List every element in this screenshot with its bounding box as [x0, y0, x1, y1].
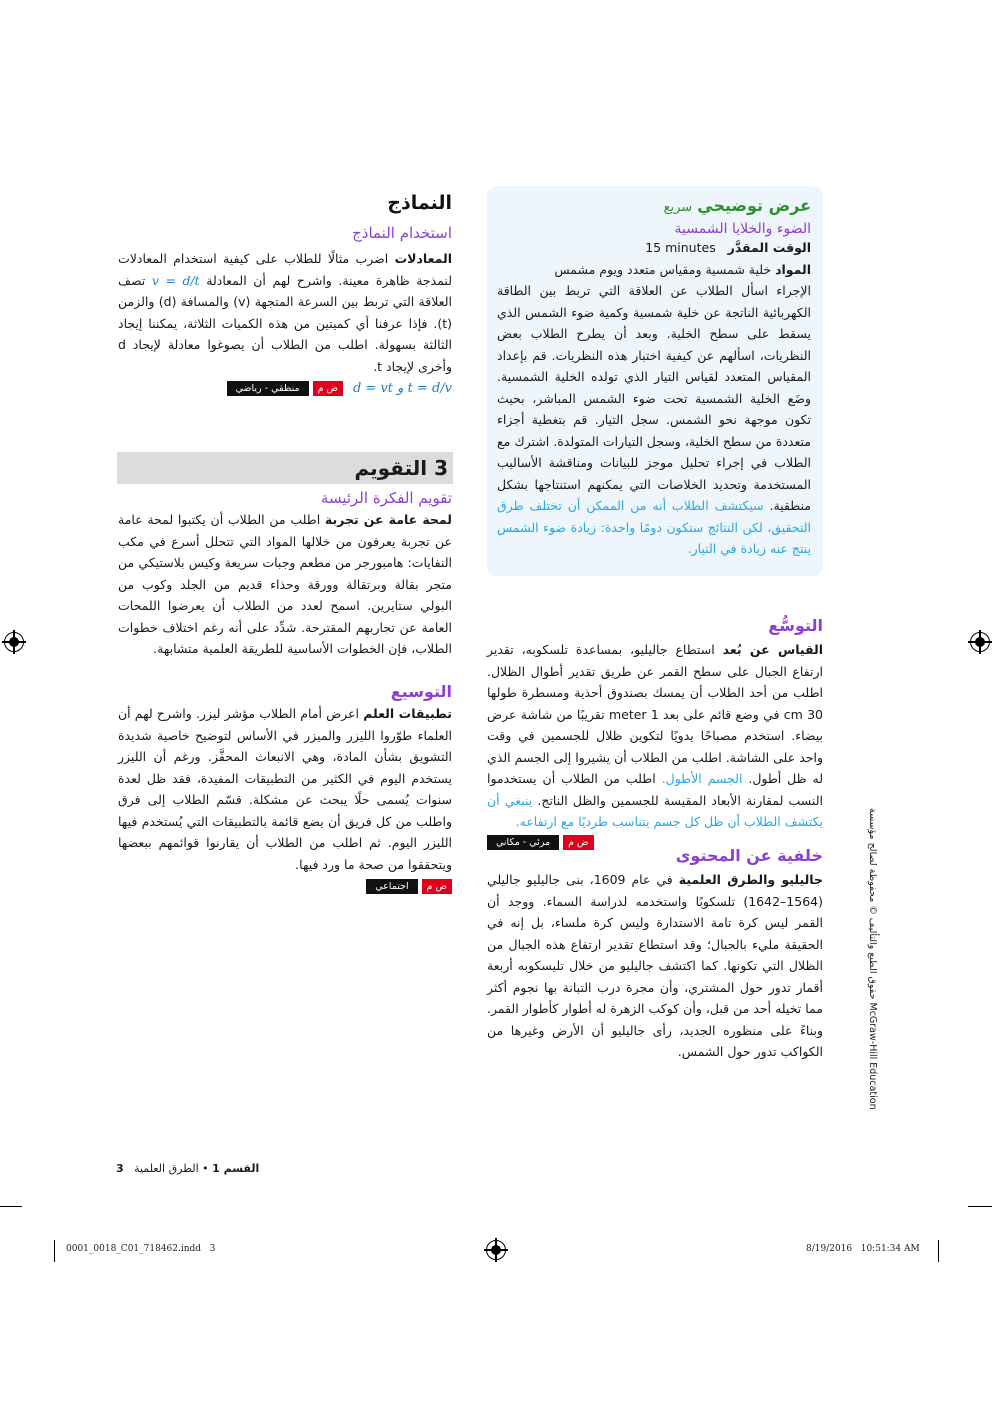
demo-time	[497, 237, 811, 259]
left-extension-paragraph	[118, 703, 452, 875]
tag-red: ض م	[313, 381, 343, 396]
tag-red: ض م	[422, 879, 452, 894]
right-extension-text-2: اطلب من الطلاب أن يستخدموا النسب لمقارنة الأبعاد المقيسة للجسمين والظل الناتج.	[487, 771, 823, 808]
right-extension-heading: التوسُّع	[768, 616, 823, 635]
assessment-lead: لمحة عامة عن تجربة	[324, 512, 452, 527]
demo-conclusion: سيكتشف الطلاب أنه من الممكن أن تختلف طرق التحقيق، لكن النتائج ستكون دومًا واحدة: زيادة ضوء الشمس ينتج عنه زيادة في التيار.	[497, 498, 811, 556]
tag-black: اجتماعي	[366, 879, 417, 894]
right-extension-section	[487, 616, 823, 850]
demo-materials-text: خلية شمسية ومقياس متعدد ويوم مشمس	[554, 261, 772, 277]
copyright-vertical: McGraw-Hill Education حقوق الطبع والتأليف © محفوظة لصالح مؤسسة	[867, 808, 878, 1110]
tag-red: ض م	[563, 835, 593, 850]
registration-mark-icon	[4, 632, 24, 652]
page-footer	[116, 1162, 261, 1175]
crop-mark	[938, 1240, 939, 1262]
demo-time-label: الوقت المقدَّر	[727, 240, 811, 255]
right-extension-answer-1: الجسم الأطول.	[661, 771, 743, 786]
right-extension-paragraph	[487, 639, 823, 833]
right-extension-lead: القياس عن بُعد	[722, 642, 823, 657]
page-number: 3	[116, 1162, 124, 1175]
assessment-subheading: تقويم الفكرة الرئيسة	[320, 489, 452, 507]
footer-section-label: القسم 1	[212, 1162, 260, 1175]
background-text: في عام 1609، بنى جاليليو جاليلي (1564–1642) تلسكوبًا واستخدمه لدراسة السماء. ووجد أن القمر ليس كرة تامة الاستدارة وليس كرة ملساء، بل إنه في الحقيقة مليء بالجبال؛ وقد استطاع تقدير ارتفاع هذه الجبال من الظلال التي تكونها. كما اكتشف جاليليو من خلال تليسكوبه أربعة أقمار تدور حول المشتري، وأن مجرة درب التبانة بها نجوم أكثر مما تخيله أحد من قبل، وأن كوكب الزهرة له أطوار كأطوار القمر. وبناءً على منظوره الجديد، رأى جاليليو أن الأرض وغيرها من الكواكب تدور حول الشمس.	[487, 872, 823, 1059]
background-section	[487, 846, 823, 1063]
quick-demo-subtitle: الضوء والخلايا الشمسية	[674, 221, 811, 237]
slug-left: 0001_0018_C01_718462.indd 3	[66, 1244, 216, 1254]
models-lead: المعادلات	[394, 251, 452, 266]
left-extension-heading: التوسيع	[390, 682, 452, 701]
footer-section-title: الطرق العلمية	[134, 1162, 199, 1175]
left-extension-tags	[118, 879, 452, 894]
equation-pair: d = vt و t = d/v	[352, 381, 452, 396]
models-heading: النماذج	[387, 192, 452, 214]
demo-procedure-label: الإجراء	[776, 283, 811, 298]
crop-mark	[54, 1240, 55, 1262]
assessment-number: 3	[434, 456, 448, 480]
demo-procedure-text: اسأل الطلاب عن العلاقة التي تربط بين الطاقة الكهربائية الناتجة عن خلية شمسية وكمية ضوء الشمس الذي يسقط على سطح الخلية. وبعد أن يطرح الطلاب بعض النظريات، اسألهم عن كيفية اختبار هذه النظريات. قم بإعداد المقياس المتعدد لقياس التيار الذي تولده الخلية الشمسية. وضَع الخلية الشمسية تحت ضوء الشمس المباشر، بحيث تكون موجهة نحو الشمس. سجل التيار. قم بتغطية أجزاء متعددة من سطح الخلية، وسجل التيارات المتولدة. اشترك مع الطلاب في إجراء تحليل موجز للبيانات ومناقشة الأساليب المستخدمة وتحديد الخلاصات التي يمكنهم استنتاجها بشكل منطقية.	[497, 283, 811, 513]
left-extension-lead: تطبيقات العلم	[363, 706, 453, 721]
assessment-banner-title	[300, 454, 448, 482]
left-extension-text: اعرض أمام الطلاب مؤشر ليزر. واشرح لهم أن العلماء طوّروا الليزر والميزر في الأساس لتوضيح خاصية شديدة التشويق بشأن المادة، وهي الانبعاث المحفَّز. ورغم أن الليزر يستخدم اليوم في الكثير من التطبيقات المفيدة، فقد ظل لعدة سنوات يُسمى حلًا يبحث عن مشكلة. قسّم الطلاب إلى فرق واطلب من كل فريق أن يضع قائمة بالتطبيقات التي يُستخدم فيها الليزر اليوم. ثم اطلب من الطلاب أن يقارنوا قوائمهم ببعضها ويتحققوا من صحة ما ورد فيها.	[118, 706, 452, 872]
quick-demo-content	[497, 196, 811, 560]
right-extension-answer-2: ينبغي أن يكتشف الطلاب أن ظل كل جسم يتناسب طرديًا مع ارتفاعه.	[487, 792, 823, 829]
background-paragraph	[487, 869, 823, 1063]
demo-materials-label: المواد	[775, 261, 811, 277]
demo-procedure	[497, 280, 811, 560]
background-lead: جاليليو والطرق العلمية	[678, 872, 823, 887]
slug-right: 8/19/2016 10:51:34 AM	[806, 1244, 920, 1254]
models-tags	[118, 381, 452, 396]
crop-mark	[968, 1206, 992, 1207]
demo-time-value: 15 minutes	[645, 240, 716, 255]
background-heading: خلفية عن المحتوى	[675, 846, 823, 865]
assessment-paragraph	[118, 509, 452, 660]
quick-demo-title-main: عرض توضيحي	[697, 196, 811, 215]
crop-mark	[0, 1206, 22, 1207]
quick-demo-title	[497, 196, 811, 215]
footer-bullet: •	[202, 1162, 209, 1175]
left-extension-section	[118, 682, 452, 894]
models-paragraph	[118, 248, 452, 377]
right-extension-text: استطاع جاليليو، بمساعدة تلسكوبه، تقدير ارتفاع الجبال على سطح القمر عن طريق تقدير أطوال الظلال. اطلب من أحد الطلاب أن يمسك بصندوق أحذية ومسطرة طولها 30 cm في وضع قائم على بعد 1 meter تقريبًا من شاشة عرض بيضاء. استخدم مصباحًا يدويًا لتكوين ظلال للجسمين في وقت واحد على الشاشة. اطلب من الطلاب أن يشيروا إلى الجسم الذي له ظل أطول.	[487, 642, 824, 786]
models-section	[118, 192, 452, 396]
demo-materials	[497, 259, 811, 281]
registration-mark-icon	[486, 1240, 506, 1260]
tag-black: مرئي - مكاني	[487, 835, 559, 850]
assessment-text: اطلب من الطلاب أن يكتبوا لمحة عامة عن تجربة يعرفون من خلالها المواد التي تتحلل أسرع في مكب النفايات: هامبورجر من مطعم وجبات سريعة وكيس بلاستيكي من متجر بقالة وبرتقالة وورقة وحذاء قديم من الجلد وكوب من البولي ستايرين. اسمح لعدد من الطلاب أن يعرضوا اللمحات العامة عن تجاربهم المقترحة. شدِّد على أنه رغم اختلاف خطوات الطلاب، فإن الخطوات الأساسية للطريقة العلمية متشابهة.	[118, 512, 452, 656]
registration-mark-icon	[970, 632, 990, 652]
velocity-equation: v = d/t	[151, 272, 200, 288]
models-subheading: استخدام النماذج	[352, 224, 452, 242]
assessment-title: التقويم	[354, 456, 428, 480]
quick-demo-title-suffix: سريع	[663, 200, 693, 215]
assessment-section	[118, 489, 452, 660]
models-text-2: تصف العلاقة التي تربط بين السرعة المتجهة (v) والمسافة (d) والزمن (t). فإذا عرفنا أي كميتين من هذه الكميات الثلاثة، يمكننا إيجاد الثالثة بسهولة. اطلب من الطلاب أن يصوغوا معادلة لإيجاد d وأخرى لإيجاد t.	[118, 272, 452, 374]
models-text-1: اضرب مثالًا للطلاب على كيفية استخدام المعادلات لنمذجة ظاهرة معينة. واشرح لهم أن المعادلة	[118, 251, 453, 288]
tag-black: منطقي - رياضي	[227, 381, 309, 396]
